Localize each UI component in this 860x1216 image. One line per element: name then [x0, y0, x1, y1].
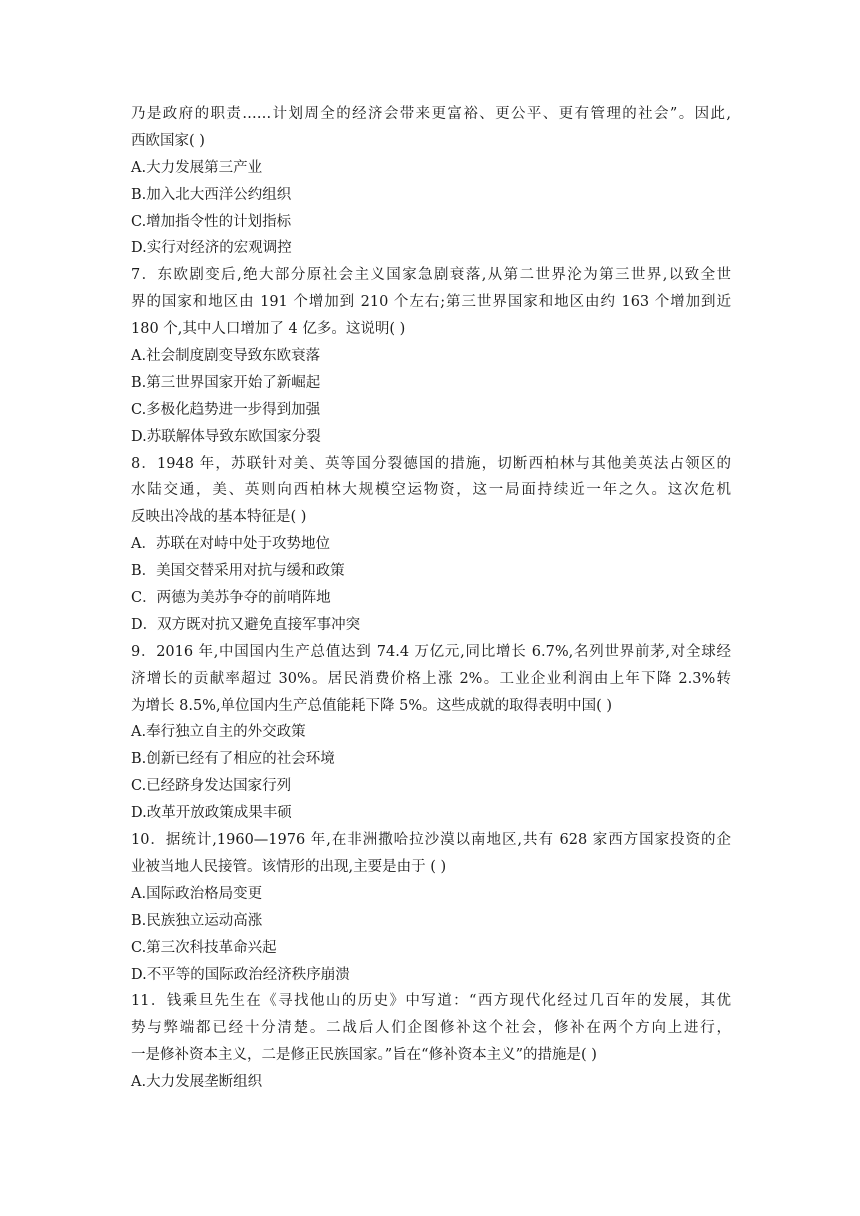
text-line: A.国际政治格局变更	[131, 885, 263, 902]
text-line: 一是修补资本主义，二是修正民族国家。”旨在“修补资本主义”的措施是( )	[131, 1047, 597, 1064]
text-line: A.大力发展垄断组织	[131, 1074, 263, 1091]
text-line: 业被当地人民接管。该情形的出现,主要是由于 ( )	[131, 858, 447, 875]
text-line: C.增加指令性的计划指标	[131, 213, 292, 230]
text-line: D.不平等的国际政治经济秩序崩溃	[131, 966, 350, 983]
text-line: D．双方既对抗又避免直接军事冲突	[131, 616, 361, 633]
text-line: B.加入北大西洋公约组织	[131, 186, 292, 203]
text-line: 水陆交通，美、英则向西柏林大规模空运物资，这一局面持续近一年之久。这次危机	[131, 482, 731, 499]
text-line: B.创新已经有了相应的社会环境	[131, 751, 335, 768]
text-line: C.已经跻身发达国家行列	[131, 778, 292, 795]
text-line: 为增长 8.5%,单位国内生产总值能耗下降 5%。这些成就的取得表明中国( )	[131, 697, 613, 714]
text-line: 180 个,其中人口增加了 4 亿多。这说明( )	[131, 321, 406, 338]
text-line: A．苏联在对峙中处于攻势地位	[131, 536, 330, 553]
text-line: C.多极化趋势进一步得到加强	[131, 401, 321, 418]
text-line: D.苏联解体导致东欧国家分裂	[131, 428, 321, 445]
text-line: 西欧国家( )	[131, 132, 205, 149]
text-line: 反映出冷战的基本特征是( )	[131, 509, 307, 526]
text-line: B.民族独立运动高涨	[131, 912, 263, 929]
text-line: 济增长的贡献率超过 30%。居民消费价格上涨 2%。工业企业利润由上年下降 2.3%转	[131, 670, 731, 687]
text-line: B.第三世界国家开始了新崛起	[131, 374, 321, 391]
text-line: 势与弊端都已经十分清楚。二战后人们企图修补这个社会，修补在两个方向上进行，	[131, 1020, 731, 1037]
text-line: B．美国交替采用对抗与缓和政策	[131, 563, 345, 580]
text-line: 乃是政府的职责……计划周全的经济会带来更富裕、更公平、更有管理的社会”。因此,	[131, 106, 731, 122]
text-line: 界的国家和地区由 191 个增加到 210 个左右;第三世界国家和地区由约 163 个增加到近	[131, 294, 731, 311]
document-page	[131, 101, 731, 1096]
text-line: C.第三次科技革命兴起	[131, 939, 277, 956]
text-line: A.大力发展第三产业	[131, 159, 263, 176]
text-line: 8．1948 年，苏联针对美、英等国分裂德国的措施，切断西柏林与其他美英法占领区的	[131, 455, 731, 472]
text-line: 7．东欧剧变后,绝大部分原社会主义国家急剧衰落,从第二世界沦为第三世界,以致全世	[131, 267, 731, 284]
text-line: 11．钱乘旦先生在《寻找他山的历史》中写道：“西方现代化经过几百年的发展，其优	[131, 993, 731, 1010]
text-line: 10．据统计,1960—1976 年,在非洲撒哈拉沙漠以南地区,共有 628 家西方国家投资的企	[131, 832, 731, 849]
text-line: D.实行对经济的宏观调控	[131, 240, 292, 257]
text-line: A.奉行独立自主的外交政策	[131, 724, 306, 741]
text-line: 9．2016 年,中国国内生产总值达到 74.4 万亿元,同比增长 6.7%,名列世界前茅,对全球经	[131, 643, 731, 660]
text-line: C．两德为美苏争夺的前哨阵地	[131, 590, 331, 607]
text-line: A.社会制度剧变导致东欧衰落	[131, 348, 321, 365]
text-line: D.改革开放政策成果丰硕	[131, 805, 292, 822]
